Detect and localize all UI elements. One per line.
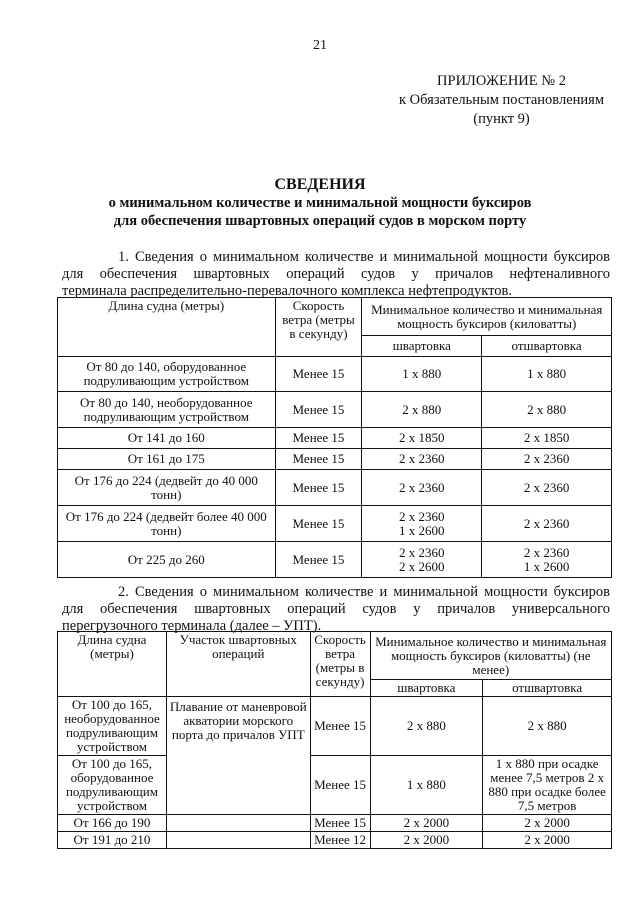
table-row [58, 506, 612, 542]
table-row [58, 832, 612, 849]
cell-unmoor: 2 x 2000 [483, 815, 612, 832]
cell-length: От 161 до 175 [58, 449, 276, 470]
table-row [58, 815, 612, 832]
section1-line1: 1. Сведения о минимальном количестве и минимальной мощности буксиров [118, 249, 610, 265]
appendix-title: ПРИЛОЖЕНИЕ № 2 [437, 73, 566, 89]
cell-area-empty [166, 832, 310, 849]
t1-header-min: Минимальное количество и минимальная мощность буксиров (киловатты) [362, 298, 612, 336]
cell-unmoor: 2 x 2360 [482, 506, 612, 542]
cell-moor: 2 x 2360 [362, 449, 482, 470]
cell-wind: Менее 15 [310, 697, 370, 756]
cell-wind: Менее 15 [275, 506, 362, 542]
cell-moor: 2 x 2360 [362, 470, 482, 506]
table-row [58, 542, 612, 578]
cell-moor: 2 x 1850 [362, 428, 482, 449]
cell-length: От 191 до 210 [58, 832, 167, 849]
cell-moor: 1 x 880 [370, 756, 483, 815]
t1-header-unmoor: отшвартовка [482, 336, 612, 357]
cell-wind: Менее 15 [310, 756, 370, 815]
cell-wind: Менее 15 [275, 449, 362, 470]
table-row [58, 756, 612, 815]
cell-area: Плавание от маневровой акватории морского порта до причалов УПТ [166, 697, 310, 815]
cell-moor-line2: 2 x 2600 [399, 558, 445, 574]
t2-header-moor: швартовка [370, 680, 483, 697]
table-row [58, 392, 612, 428]
cell-unmoor: 1 x 880 [482, 357, 612, 392]
cell-moor: 2 x 880 [370, 697, 483, 756]
cell-length: От 225 до 260 [58, 542, 276, 578]
section2-line2: для обеспечения швартовных операций судов у причалов универсального [62, 601, 610, 617]
table-1 [57, 297, 612, 578]
page-number: 21 [313, 38, 327, 53]
t1-header-length: Длина судна (метры) [58, 298, 276, 357]
t2-header-area: Участок швартовных операций [166, 632, 310, 697]
cell-unmoor: 2 x 880 [482, 392, 612, 428]
cell-wind: Менее 15 [275, 428, 362, 449]
t2-header-unmoor: отшвартовка [483, 680, 612, 697]
section2-line3: перегрузочного терминала (далее – УПТ). [62, 618, 322, 634]
appendix-block [399, 72, 604, 129]
cell-wind: Менее 12 [310, 832, 370, 849]
cell-moor-line1: 2 x 2360 [399, 508, 445, 524]
cell-wind: Менее 15 [275, 357, 362, 392]
t1-header-moor: швартовка [362, 336, 482, 357]
cell-moor: 2 x 880 [362, 392, 482, 428]
document-subtitle-1: о минимальном количестве и минимальной мощности буксиров [108, 195, 532, 211]
cell-moor [362, 542, 482, 578]
table-row [58, 357, 612, 392]
cell-moor: 2 x 2000 [370, 815, 483, 832]
table-row [58, 697, 612, 756]
cell-unmoor: 2 x 2000 [483, 832, 612, 849]
cell-length: От 100 до 165, оборудованное подруливающим устройством [58, 756, 167, 815]
cell-unmoor-line1: 2 x 2360 [523, 544, 570, 560]
cell-length: От 166 до 190 [58, 815, 167, 832]
cell-unmoor: 2 x 880 [483, 697, 612, 756]
cell-moor: 2 x 2000 [370, 832, 483, 849]
t1-header-wind: Скорость ветра (метры в секунду) [275, 298, 362, 357]
cell-length: От 176 до 224 (дедвейт более 40 000 тонн) [58, 506, 276, 542]
cell-moor: 1 x 880 [362, 357, 482, 392]
cell-length: От 100 до 165, необорудованное подруливающим устройством [58, 697, 167, 756]
section1-intro [62, 249, 610, 300]
section1-line2: для обеспечения швартовных операций судов у причалов нефтеналивного [62, 266, 610, 282]
section2-line1: 2. Сведения о минимальном количестве и минимальной мощности буксиров [118, 584, 610, 600]
cell-unmoor: 2 x 1850 [482, 428, 612, 449]
cell-unmoor: 2 x 2360 [482, 470, 612, 506]
document-subtitle-2: для обеспечения швартовных операций судов в морском порту [113, 213, 527, 229]
t2-header-wind: Скорость ветра (метры в секунду) [310, 632, 370, 697]
cell-area-empty [166, 815, 310, 832]
table-2 [57, 631, 612, 849]
table-row [58, 428, 612, 449]
t2-header-min: Минимальное количество и минимальная мощность буксиров (киловатты) (не менее) [370, 632, 611, 680]
cell-moor-line2: 1 x 2600 [399, 522, 445, 538]
cell-unmoor [482, 542, 612, 578]
cell-unmoor-line2: 1 x 2600 [523, 558, 570, 574]
section1-line3: терминала распределительно-перевалочного комплекса нефтепродуктов. [62, 283, 512, 299]
cell-wind: Менее 15 [275, 542, 362, 578]
cell-length: От 80 до 140, оборудованное подруливающим устройством [58, 357, 276, 392]
cell-length: От 80 до 140, необорудованное подруливающим устройством [58, 392, 276, 428]
cell-wind: Менее 15 [275, 470, 362, 506]
cell-length: От 176 до 224 (дедвейт до 40 000 тонн) [58, 470, 276, 506]
cell-moor-line1: 2 x 2360 [399, 544, 445, 560]
section2-intro [62, 584, 610, 635]
cell-unmoor: 2 x 2360 [482, 449, 612, 470]
appendix-reference: к Обязательным постановлениям [399, 92, 604, 108]
cell-length: От 141 до 160 [58, 428, 276, 449]
appendix-clause: (пункт 9) [473, 111, 530, 127]
t2-header-length: Длина судна (метры) [58, 632, 167, 697]
document-title: СВЕДЕНИЯ [274, 176, 366, 193]
cell-wind: Менее 15 [275, 392, 362, 428]
table-row [58, 449, 612, 470]
cell-unmoor: 1 x 880 при осадке менее 7,5 метров 2 x 880 при осадке более 7,5 метров [483, 756, 612, 815]
cell-moor [362, 506, 482, 542]
cell-wind: Менее 15 [310, 815, 370, 832]
table-row [58, 470, 612, 506]
